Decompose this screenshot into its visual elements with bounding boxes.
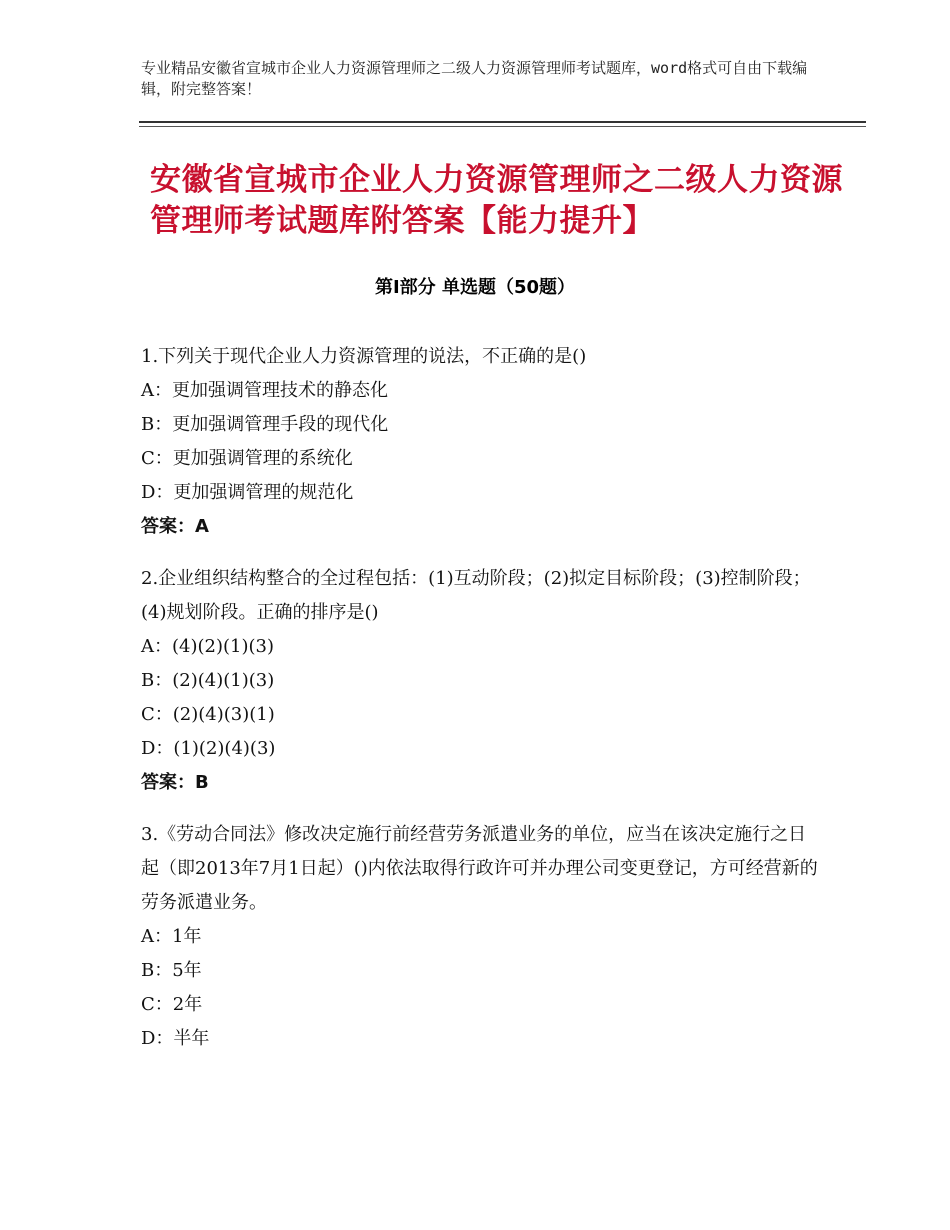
question-list: [141, 340, 821, 1074]
section-title: 第Ⅰ部分 单选题（50题）: [374, 277, 575, 298]
option-c: C：(2)(4)(3)(1): [141, 704, 275, 725]
option-c: C：更加强调管理的系统化: [141, 448, 353, 469]
header-divider-thin: [139, 126, 866, 127]
option-c: C：2年: [141, 994, 203, 1015]
question-3: [141, 818, 821, 1056]
option-b: B：(2)(4)(1)(3): [141, 670, 275, 691]
option-a: A：1年: [141, 926, 202, 947]
document-title: 安徽省宣城市企业人力资源管理师之二级人力资源管理师考试题库附答案【能力提升】: [150, 162, 843, 239]
option-b: B：5年: [141, 960, 202, 981]
question-text: 2.企业组织结构整合的全过程包括：(1)互动阶段；(2)拟定目标阶段；(3)控制阶段；(4)规划阶段。正确的排序是(): [141, 568, 811, 623]
question-text: 3.《劳动合同法》修改决定施行前经营劳务派遣业务的单位，应当在该决定施行之日起（即2013年7月1日起）()内依法取得行政许可并办理公司变更登记，方可经营新的劳务派遣业务。: [141, 824, 818, 913]
header-divider-thick: [139, 121, 866, 123]
question-text: 1.下列关于现代企业人力资源管理的说法，不正确的是(): [141, 346, 587, 367]
option-a: A：(4)(2)(1)(3): [141, 636, 274, 657]
answer: 答案：B: [141, 772, 209, 793]
option-d: D：(1)(2)(4)(3): [141, 738, 276, 759]
option-d: D：半年: [141, 1028, 210, 1049]
header-note: 专业精品安徽省宣城市企业人力资源管理师之二级人力资源管理师考试题库，word格式可自由下载编辑，附完整答案！: [141, 59, 808, 98]
question-2: [141, 562, 821, 800]
question-1: [141, 340, 821, 544]
option-a: A：更加强调管理技术的静态化: [141, 380, 388, 401]
option-d: D：更加强调管理的规范化: [141, 482, 354, 503]
answer: 答案：A: [141, 516, 209, 537]
option-b: B：更加强调管理手段的现代化: [141, 414, 389, 435]
